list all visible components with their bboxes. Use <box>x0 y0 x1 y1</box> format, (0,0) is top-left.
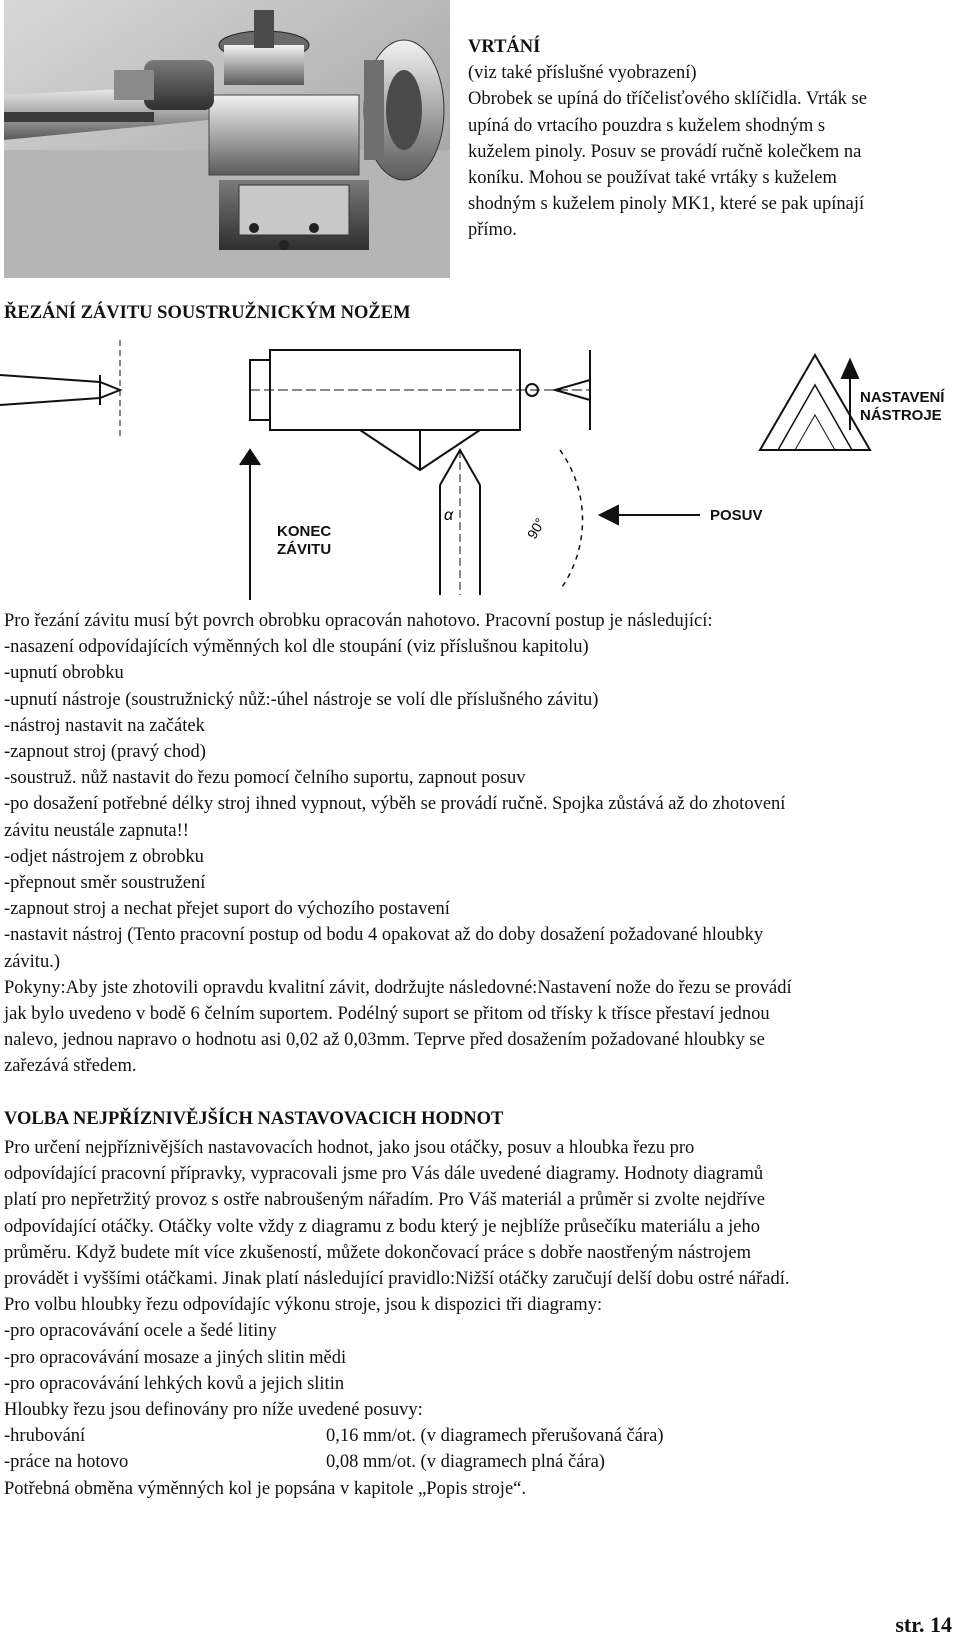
settings-line: průměru. Když budete mít více zkušeností, můžete dokončovací práce s dobře naostřeným nástrojem <box>4 1242 751 1263</box>
threading-line: -soustruž. nůž nastavit do řezu pomocí čelního suportu, zapnout posuv <box>4 768 526 789</box>
threading-line: závitu neustále zapnuta!! <box>4 820 189 841</box>
drilling-line: upíná do vrtacího pouzdra s kuželem shodným s <box>468 115 826 136</box>
settings-line: -pro opracovávání lehkých kovů a jejich slitin <box>4 1373 345 1394</box>
drilling-line: přímo. <box>468 220 517 241</box>
thread-cutting-diagram <box>0 340 960 610</box>
settings-line: -pro opracovávání ocele a šedé litiny <box>4 1321 277 1342</box>
threading-line: -po dosažení potřebné délky stroj ihned vypnout, výběh se provádí ručně. Spojka zůstává až do zhotovení <box>4 794 786 815</box>
threading-line: -odjet nástrojem z obrobku <box>4 846 204 867</box>
settings-line: Pro určení nejpříznivějších nastavovacích hodnot, jako jsou otáčky, posuv a hloubka řezu pro <box>4 1138 695 1158</box>
threading-procedure <box>4 608 954 1080</box>
threading-line: nalevo, jednou napravo o hodnotu asi 0,02 až 0,03mm. Teprve před dosažením požadované hloubky se <box>4 1030 765 1051</box>
label-konec-2: ZÁVITU <box>277 541 332 558</box>
settings-line: Pro volbu hloubky řezu odpovídajíc výkonu stroje, jsou k dispozici tři diagramy: <box>4 1295 603 1316</box>
threading-line: zařezává středem. <box>4 1056 137 1077</box>
threading-line: -nasazení odpovídajících výměnných kol dle stoupání (viz příslušnou kapitolu) <box>4 637 589 658</box>
threading-line: jak bylo uvedeno v bodě 6 čelním suportem. Podélný suport se přitom od třísky k třísce přestaví jednou <box>4 1004 770 1025</box>
settings-section <box>4 1135 954 1502</box>
threading-line: -zapnout stroj (pravý chod) <box>4 742 206 763</box>
threading-title: ŘEZÁNÍ ZÁVITU SOUSTRUŽNICKÝM NOŽEM <box>4 303 411 323</box>
threading-line: -upnutí obrobku <box>4 663 124 684</box>
drilling-title: VRTÁNÍ <box>468 37 541 57</box>
page-number: str. 14 <box>895 1612 952 1637</box>
feed-label: -hrubování <box>4 1426 86 1447</box>
feed-label: -práce na hotovo <box>4 1452 129 1473</box>
label-nastaveni-1: NASTAVENÍ <box>860 389 945 406</box>
label-nastaveni-2: NÁSTROJE <box>860 407 942 424</box>
drilling-line: (viz také příslušné vyobrazení) <box>468 63 697 84</box>
settings-title: VOLBA NEJPŘÍZNIVĚJŠÍCH NASTAVOVACICH HODNOT <box>4 1109 504 1129</box>
threading-line: -nastavit nástroj (Tento pracovní postup od bodu 4 opakovat až do doby dosažení požadované hloubky <box>4 925 764 946</box>
threading-line: Pokyny:Aby jste zhotovili opravdu kvalitní závit, dodržujte následovné:Nastavení nože do řezu se provádí <box>4 977 792 998</box>
drilling-line: koníku. Mohou se používat také vrtáky s kuželem <box>468 168 837 189</box>
threading-line: -přepnout směr soustružení <box>4 873 206 894</box>
threading-line: -upnutí nástroje (soustružnický nůž:-úhel nástroje se volí dle příslušného závitu) <box>4 689 599 710</box>
feed-row <box>4 1449 954 1475</box>
drilling-line: kuželem pinoly. Posuv se provádí ručně kolečkem na <box>468 141 862 162</box>
label-konec-1: KONEC <box>277 523 332 540</box>
settings-closing: Potřebná obměna výměnných kol je popsána v kapitole „Popis stroje“. <box>4 1478 526 1499</box>
label-90: 90° <box>523 515 549 542</box>
threading-line: závitu.) <box>4 951 60 972</box>
settings-line: odpovídající otáčky. Otáčky volte vždy z diagramu z bodu který je nejblíže průsečíku materiálu a jeho <box>4 1216 761 1237</box>
label-posuv: POSUV <box>710 507 763 524</box>
threading-line: -nástroj nastavit na začátek <box>4 715 205 736</box>
feed-value: 0,16 mm/ot. (v diagramech přerušovaná čára) <box>326 1426 664 1447</box>
feed-row <box>4 1423 954 1449</box>
lathe-drilling-photo <box>4 0 450 278</box>
feed-value: 0,08 mm/ot. (v diagramech plná čára) <box>326 1452 605 1473</box>
threading-line: Pro řezání závitu musí být povrch obrobku opracován nahotovo. Pracovní postup je následující: <box>4 611 713 631</box>
settings-line: odpovídající pracovní přípravky, vypracovali jsme pro Vás dále uvedené diagramy. Hodnoty diagramů <box>4 1164 764 1185</box>
settings-line: -pro opracovávání mosaze a jiných slitin mědi <box>4 1347 347 1368</box>
settings-line: Hloubky řezu jsou definovány pro níže uvedené posuvy: <box>4 1400 423 1421</box>
threading-line: -zapnout stroj a nechat přejet suport do výchozího postavení <box>4 899 450 920</box>
drilling-line: shodným s kuželem pinoly MK1, které se pak upínají <box>468 194 865 215</box>
settings-line: platí pro nepřetržitý provoz s ostře nabroušeným nářadím. Pro Váš materiál a průměr si zvolte nejdříve <box>4 1190 766 1211</box>
settings-line: provádět i vyššími otáčkami. Jinak platí následující pravidlo:Nižší otáčky zaručují delší dobu ostré nářadí. <box>4 1269 790 1290</box>
drilling-section <box>468 34 958 244</box>
drilling-line: Obrobek se upíná do tříčelisťového sklíčidla. Vrták se <box>468 89 867 110</box>
label-alpha: α <box>444 507 454 524</box>
